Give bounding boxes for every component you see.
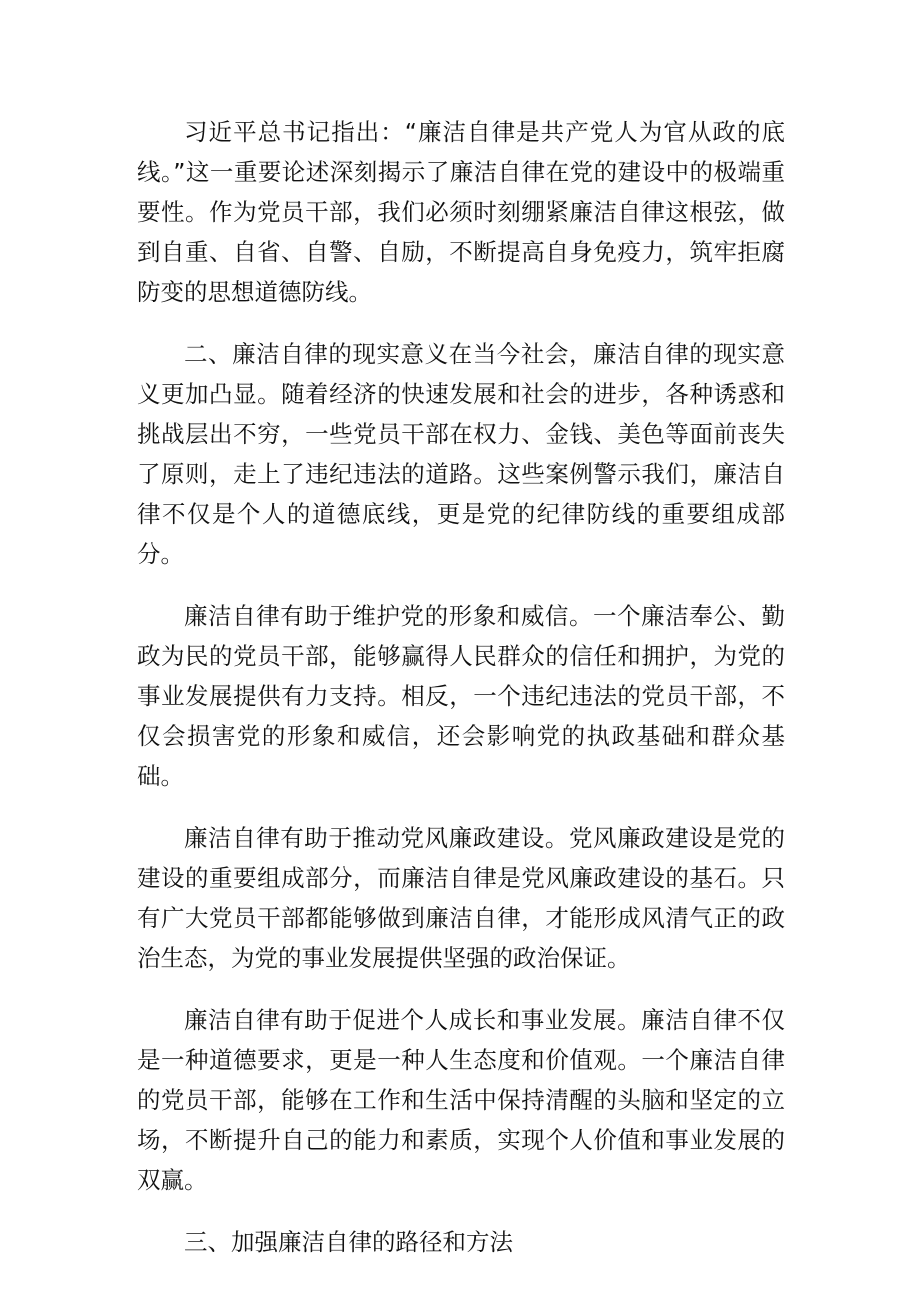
- paragraph-section-two: 二、廉洁自律的现实意义在当今社会，廉洁自律的现实意义更加凸显。随着经济的快速发展和社会的进步，各种诱惑和挑战层出不穷，一些党员干部在权力、金钱、美色等面前丧失了原则，走上了违纪违法的道路。这些案例警示我们，廉洁自律不仅是个人的道德底线，更是党的纪律防线的重要组成部分。: [137, 340, 785, 568]
- document-body: [137, 112, 785, 1262]
- paragraph-personal-growth: 廉洁自律有助于促进个人成长和事业发展。廉洁自律不仅是一种道德要求，更是一种人生态度和价值观。一个廉洁自律的党员干部，能够在工作和生活中保持清醒的头脑和坚定的立场，不断提升自己的能力和素质，实现个人价值和事业发展的双赢。: [137, 1006, 785, 1194]
- paragraph-party-style: 廉洁自律有助于推动党风廉政建设。党风廉政建设是党的建设的重要组成部分，而廉洁自律是党风廉政建设的基石。只有广大党员干部都能够做到廉洁自律，才能形成风清气正的政治生态，为党的事业发展提供坚强的政治保证。: [137, 824, 785, 972]
- section-heading: 三、加强廉洁自律的路径和方法: [184, 1228, 513, 1256]
- paragraph-party-image: 廉洁自律有助于维护党的形象和威信。一个廉洁奉公、勤政为民的党员干部，能够赢得人民群众的信任和拥护，为党的事业发展提供有力支持。相反，一个违纪违法的党员干部，不仅会损害党的形象和威信，还会影响党的执政基础和群众基础。: [137, 602, 785, 790]
- paragraph-quote-intro: 习近平总书记指出：“廉洁自律是共产党人为官从政的底线。”这一重要论述深刻揭示了廉洁自律在党的建设中的极端重要性。作为党员干部，我们必须时刻绷紧廉洁自律这根弦，做到自重、自省、自警、自励，不断提高自身免疫力，筑牢拒腐防变的思想道德防线。: [137, 118, 785, 306]
